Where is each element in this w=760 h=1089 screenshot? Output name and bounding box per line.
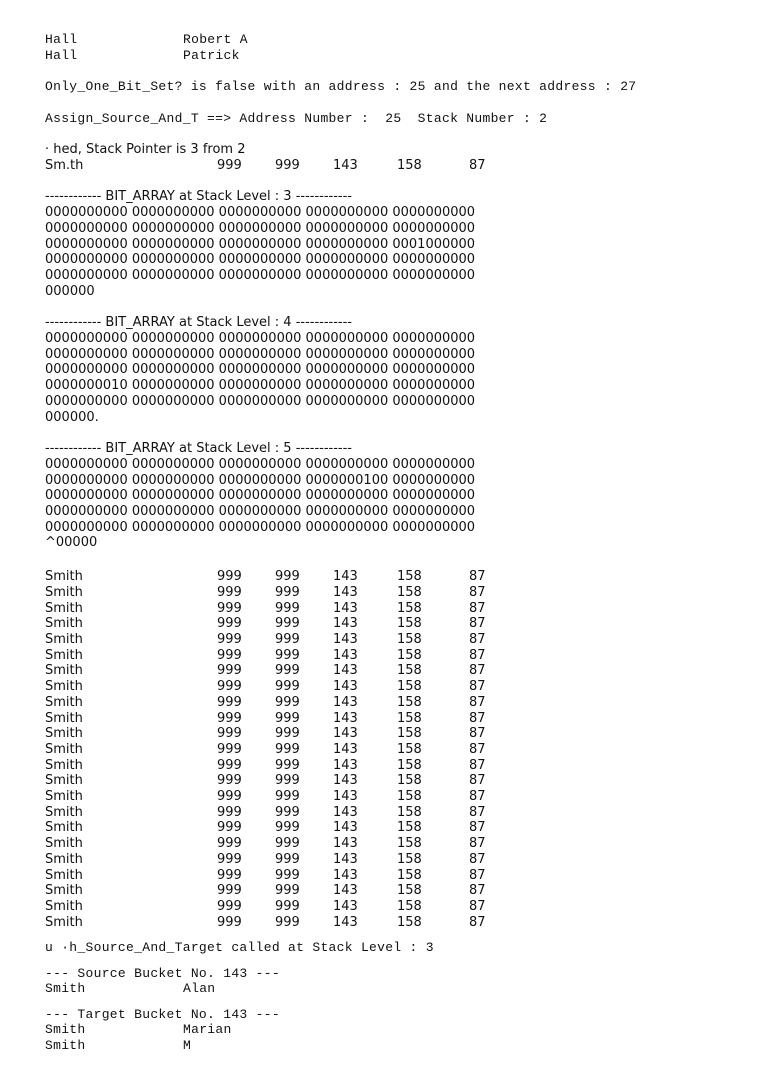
stat-value: 999	[275, 584, 300, 600]
assign-line: Assign_Source_And_T ==> Address Number : 25 Stack Number : 2	[45, 110, 548, 126]
stat-value: 87	[469, 883, 486, 899]
stat-value: 999	[217, 631, 242, 647]
stat-value: 999	[275, 773, 300, 789]
stat-value: 999	[275, 789, 300, 805]
stat-value: 87	[469, 741, 486, 757]
stat-value: 143	[333, 789, 358, 805]
stat-name: Smith	[45, 710, 83, 726]
stat-value: 999	[275, 600, 300, 616]
bit-array-row: 0000000000 0000000000 0000000000 0000000000 0000000000	[45, 252, 476, 268]
stat-value: 143	[333, 757, 358, 773]
stat-name: Smith	[45, 898, 83, 914]
stat-row	[45, 158, 735, 174]
stat-name: Smith	[45, 820, 83, 836]
stat-value: 999	[275, 914, 300, 930]
stat-name: Smith	[45, 867, 83, 883]
stat-value: 158	[397, 741, 422, 757]
stat-value: 999	[275, 694, 300, 710]
stat-value: 143	[333, 157, 358, 173]
stat-name: Smith	[45, 773, 83, 789]
stat-value: 999	[275, 631, 300, 647]
only-one-bit-line: Only_One_Bit_Set? is false with an address : 25 and the next address : 27	[45, 79, 637, 94]
bit-array-row: 0000000000 0000000000 0000000000 0000000000 0000000000	[45, 362, 476, 378]
stat-value: 999	[217, 616, 242, 632]
bit-array-row: 0000000000 0000000000 0000000000 0000000100 0000000000	[45, 472, 476, 488]
stat-value: 158	[397, 726, 422, 742]
stat-value: 87	[469, 679, 486, 695]
stat-value: 143	[333, 914, 358, 930]
stat-value: 999	[217, 836, 242, 852]
stat-value: 143	[333, 773, 358, 789]
match-line: u ·h_Source_And_Target called at Stack Level : 3	[45, 940, 434, 956]
stat-value: 999	[275, 157, 300, 173]
stat-value: 158	[397, 663, 422, 679]
stat-value: 87	[469, 616, 486, 632]
stat-row	[45, 789, 735, 805]
stat-value: 158	[397, 914, 422, 930]
stat-value: 999	[275, 883, 300, 899]
stat-row	[45, 585, 735, 601]
stat-value: 87	[469, 600, 486, 616]
stat-value: 87	[469, 694, 486, 710]
stat-value: 143	[333, 631, 358, 647]
bit-array-row: 0000000000 0000000000 0000000000 0000000000 0000000000	[45, 504, 476, 520]
stat-value: 143	[333, 726, 358, 742]
stat-value: 158	[397, 820, 422, 836]
stat-value: 999	[275, 836, 300, 852]
stat-value: 143	[333, 569, 358, 585]
bit-array-row: 0000000000 0000000000 0000000000 0000000000 0000000000	[45, 456, 476, 472]
stat-value: 999	[217, 741, 242, 757]
stat-value: 999	[275, 851, 300, 867]
stat-value: 999	[275, 820, 300, 836]
stat-row	[45, 711, 735, 727]
stat-name: Smith	[45, 914, 83, 930]
bit-array-block	[45, 189, 735, 299]
stat-value: 143	[333, 898, 358, 914]
stat-value: 999	[217, 569, 242, 585]
stat-name: Smith	[45, 883, 83, 899]
last-name: Smith	[45, 1037, 86, 1053]
bit-array-header: ------------ BIT_ARRAY at Stack Level : 4 ------------	[45, 315, 352, 331]
stat-value: 158	[397, 804, 422, 820]
stat-value: 158	[397, 789, 422, 805]
stat-value: 999	[275, 898, 300, 914]
stat-value: 999	[217, 600, 242, 616]
stat-value: 87	[469, 773, 486, 789]
stat-name: Smith	[45, 851, 83, 867]
stat-row	[45, 883, 735, 899]
stat-value: 158	[397, 898, 422, 914]
stat-value: 999	[217, 867, 242, 883]
stat-value: 999	[217, 679, 242, 695]
stat-value: 158	[397, 157, 422, 173]
stat-name: Sm.th	[45, 157, 84, 173]
target-bucket-header: --- Target Bucket No. 143 ---	[45, 1006, 280, 1022]
stat-value: 87	[469, 726, 486, 742]
stat-value: 999	[275, 726, 300, 742]
stat-row	[45, 569, 735, 585]
stat-value: 143	[333, 741, 358, 757]
stat-value: 158	[397, 757, 422, 773]
stat-value: 158	[397, 616, 422, 632]
stat-value: 143	[333, 804, 358, 820]
stat-row	[45, 726, 735, 742]
stat-row	[45, 616, 735, 632]
name-row	[45, 32, 735, 48]
last-name: Hall	[45, 47, 78, 63]
stat-value: 999	[217, 647, 242, 663]
cut-off-row	[45, 1037, 735, 1053]
stat-value: 999	[217, 757, 242, 773]
stat-value: 999	[275, 867, 300, 883]
stat-value: 143	[333, 883, 358, 899]
stat-value: 87	[469, 914, 486, 930]
stat-name: Smith	[45, 600, 83, 616]
stat-value: 143	[333, 647, 358, 663]
stat-value: 999	[275, 616, 300, 632]
stat-value: 999	[275, 679, 300, 695]
stat-value: 143	[333, 820, 358, 836]
stat-value: 143	[333, 694, 358, 710]
stat-value: 158	[397, 773, 422, 789]
stat-value: 158	[397, 836, 422, 852]
stat-value: 87	[469, 710, 486, 726]
stat-value: 87	[469, 820, 486, 836]
stat-value: 143	[333, 663, 358, 679]
stat-name: Smith	[45, 726, 83, 742]
stat-row	[45, 915, 735, 931]
stat-value: 999	[217, 914, 242, 930]
last-name: Hall	[45, 32, 78, 47]
top-names-block	[45, 32, 735, 63]
stat-value: 158	[397, 631, 422, 647]
stat-row	[45, 868, 735, 884]
stat-value: 999	[275, 647, 300, 663]
last-name: Smith	[45, 981, 86, 997]
stat-value: 87	[469, 157, 486, 173]
stat-value: 87	[469, 836, 486, 852]
stat-value: 999	[217, 157, 242, 173]
stat-value: 158	[397, 883, 422, 899]
stat-value: 999	[217, 694, 242, 710]
stat-name: Smith	[45, 647, 83, 663]
printout-page	[45, 32, 735, 1053]
stat-value: 87	[469, 789, 486, 805]
stat-value: 158	[397, 694, 422, 710]
stat-value: 999	[217, 898, 242, 914]
stat-value: 999	[217, 584, 242, 600]
stat-name: Smith	[45, 631, 83, 647]
stat-value: 999	[217, 883, 242, 899]
smith-stats-table	[45, 569, 735, 930]
source-bucket-header: --- Source Bucket No. 143 ---	[45, 965, 280, 981]
stat-row	[45, 758, 735, 774]
last-name: Smith	[45, 1022, 86, 1038]
stat-name: Smith	[45, 569, 83, 585]
stat-value: 158	[397, 600, 422, 616]
stat-value: 999	[275, 741, 300, 757]
stat-value: 158	[397, 679, 422, 695]
stat-value: 143	[333, 616, 358, 632]
bit-array-row: 0000000000 0000000000 0000000000 0000000000 0000000000	[45, 220, 476, 236]
stat-row	[45, 899, 735, 915]
stat-value: 87	[469, 898, 486, 914]
pushed-block	[45, 142, 735, 173]
stat-value: 143	[333, 710, 358, 726]
stat-value: 999	[275, 569, 300, 585]
bit-array-row: 0000000000 0000000000 0000000000 0000000000 0000000000	[45, 488, 476, 504]
stat-row	[45, 773, 735, 789]
stat-name: Smith	[45, 757, 83, 773]
stat-name: Smith	[45, 789, 83, 805]
bit-array-row: 0000000000 0000000000 0000000000 0000000000 0000000000	[45, 346, 476, 362]
stat-value: 143	[333, 836, 358, 852]
bit-array-row: 0000000000 0000000000 0000000000 0000000000 0000000000	[45, 393, 476, 409]
source-bucket-block	[45, 966, 735, 997]
stat-value: 999	[217, 663, 242, 679]
stat-name: Smith	[45, 804, 83, 820]
stat-value: 87	[469, 569, 486, 585]
stat-value: 999	[275, 710, 300, 726]
stat-name: Smith	[45, 616, 83, 632]
stat-value: 143	[333, 867, 358, 883]
stat-name: Smith	[45, 694, 83, 710]
target-bucket-block	[45, 1006, 735, 1053]
stat-value: 158	[397, 569, 422, 585]
pushed-line: · hed, Stack Pointer is 3 from 2	[45, 142, 246, 157]
stat-value: 143	[333, 851, 358, 867]
stat-row	[45, 679, 735, 695]
stat-value: 87	[469, 584, 486, 600]
name-row	[45, 48, 735, 64]
stat-value: 158	[397, 647, 422, 663]
first-name: Patrick	[183, 47, 240, 63]
bit-array-row: 000000.	[45, 409, 99, 425]
stat-row	[45, 663, 735, 679]
stat-value: 87	[469, 663, 486, 679]
stat-name: Smith	[45, 741, 83, 757]
stat-value: 158	[397, 584, 422, 600]
stat-value: 87	[469, 757, 486, 773]
name-row	[45, 1022, 735, 1038]
bit-array-header: ------------ BIT_ARRAY at Stack Level : 3 ------------	[45, 189, 352, 205]
stat-value: 158	[397, 867, 422, 883]
stat-value: 999	[275, 804, 300, 820]
bit-array-row: 0000000000 0000000000 0000000000 0000000000 0000000000	[45, 519, 476, 535]
bit-array-row: ^00000	[45, 535, 98, 551]
stat-row	[45, 805, 735, 821]
stat-value: 999	[217, 726, 242, 742]
bit-array-block	[45, 441, 735, 551]
stat-row	[45, 632, 735, 648]
stat-value: 158	[397, 710, 422, 726]
stat-row	[45, 648, 735, 664]
stat-value: 999	[275, 663, 300, 679]
stat-value: 999	[217, 773, 242, 789]
first-name: Marian	[183, 1022, 232, 1038]
stat-name: Smith	[45, 663, 83, 679]
bit-array-row: 0000000000 0000000000 0000000000 0000000000 0001000000	[45, 236, 476, 252]
stat-name: Smith	[45, 584, 83, 600]
first-name: M	[183, 1037, 192, 1053]
stat-value: 143	[333, 600, 358, 616]
stat-row	[45, 852, 735, 868]
stat-value: 158	[397, 851, 422, 867]
bit-array-row: 0000000010 0000000000 0000000000 0000000000 0000000000	[45, 378, 476, 394]
stat-name: Smith	[45, 836, 83, 852]
bit-array-row: 0000000000 0000000000 0000000000 0000000000 0000000000	[45, 205, 476, 221]
bit-array-row: 0000000000 0000000000 0000000000 0000000000 0000000000	[45, 331, 476, 347]
stat-row	[45, 742, 735, 758]
bit-array-block	[45, 315, 735, 425]
stat-value: 999	[217, 804, 242, 820]
stat-value: 999	[217, 710, 242, 726]
name-row	[45, 981, 735, 997]
bit-array-header: ------------ BIT_ARRAY at Stack Level : 5 ------------	[45, 441, 352, 457]
stat-name: Smith	[45, 679, 83, 695]
stat-value: 143	[333, 679, 358, 695]
stat-value: 999	[275, 757, 300, 773]
stat-row	[45, 836, 735, 852]
stat-value: 87	[469, 804, 486, 820]
stat-value: 87	[469, 631, 486, 647]
first-name: Alan	[183, 981, 216, 997]
stat-value: 87	[469, 851, 486, 867]
stat-row	[45, 820, 735, 836]
stat-value: 999	[217, 789, 242, 805]
stat-row	[45, 601, 735, 617]
bit-array-row: 0000000000 0000000000 0000000000 0000000000 0000000000	[45, 267, 476, 283]
stat-value: 87	[469, 647, 486, 663]
stat-value: 999	[217, 820, 242, 836]
bit-array-row: 000000	[45, 283, 95, 299]
first-name: Robert A	[183, 32, 248, 47]
stat-value: 999	[217, 851, 242, 867]
stat-row	[45, 695, 735, 711]
stat-value: 87	[469, 867, 486, 883]
stat-value: 143	[333, 584, 358, 600]
